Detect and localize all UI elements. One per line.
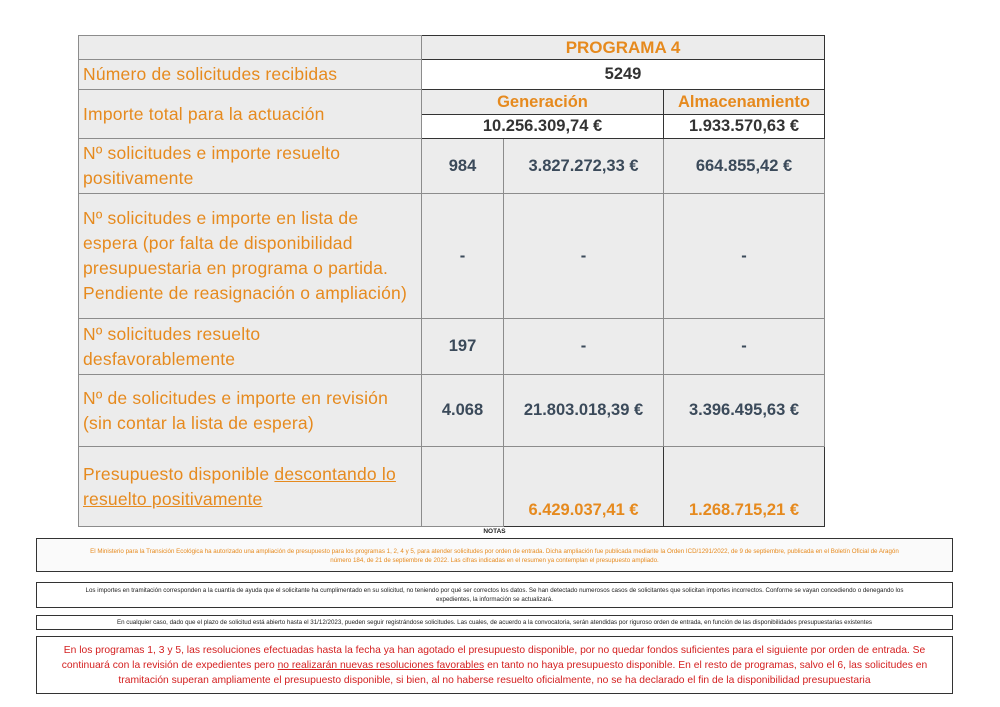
row-generation-resolved-unfavorable: - bbox=[504, 319, 664, 375]
note-amounts-in-processing: Los importes en tramitación corresponden a la cuantía de ayuda que el solicitante ha cumplimentado en su solicitud, no teniendo por qué ser correctos los datos. Se han detectado numerosos casos de solicitantes que solicitan importes incorrectos. Conforme se vayan concediendo o denegando los expedientes, la información se actualizará. bbox=[36, 582, 953, 608]
row-count-resolved-positive: 984 bbox=[422, 139, 504, 194]
row-storage-in-review: 3.396.495,63 € bbox=[664, 375, 825, 447]
program-title: PROGRAMA 4 bbox=[422, 36, 825, 60]
program-summary-table bbox=[78, 35, 825, 527]
received-label: Número de solicitudes recibidas bbox=[79, 60, 422, 90]
budget-label-part1: Presupuesto disponible bbox=[83, 463, 275, 484]
total-storage: 1.933.570,63 € bbox=[664, 115, 825, 139]
notes-heading: NOTAS bbox=[483, 528, 506, 535]
total-generation: 10.256.309,74 € bbox=[422, 115, 664, 139]
row-label-in-review: Nº de solicitudes e importe en revisión (sin contar la lista de espera) bbox=[79, 375, 422, 447]
row-generation-resolved-positive: 3.827.272,33 € bbox=[504, 139, 664, 194]
budget-storage: 1.268.715,21 € bbox=[664, 447, 825, 527]
budget-count-empty bbox=[422, 447, 504, 527]
note-4-part1: En los programas 1, 3 y 5, las resoluciones efectuadas hasta la fecha ya han agotado el presupuesto disponible, por no quedar fondos suficientes para el siguiente por orden de entrada. Se continuará con la revisión de expedientes pero bbox=[61, 645, 926, 671]
note-4-part3: en tanto no haya presupuesto disponible. En el resto de programas, salvo el 6, las solicitudes en tramitación superan ampliamente el presupuesto disponible, si bien, al no haberse resuelto oficialmente, no se ha declarado el fin de la disponibilidad presupuestaria bbox=[118, 660, 928, 686]
note-application-deadline: En cualquier caso, dado que el plazo de solicitud está abierto hasta el 31/12/2023, pueden seguir registrándose solicitudes. Las cuales, de acuerdo a la convocatoria, serán atendidas por riguroso orden de entrada, en función de las disponibilidades presupuestarias existentes bbox=[36, 615, 953, 630]
corner-cell bbox=[79, 36, 422, 60]
row-generation-in-review: 21.803.018,39 € bbox=[504, 375, 664, 447]
note-budget-exhausted bbox=[36, 636, 953, 694]
budget-label bbox=[79, 447, 422, 527]
budget-generation: 6.429.037,41 € bbox=[504, 447, 664, 527]
row-generation-waiting-list: - bbox=[504, 194, 664, 319]
row-storage-waiting-list: - bbox=[664, 194, 825, 319]
row-label-resolved-positive: Nº solicitudes e importe resuelto positivamente bbox=[79, 139, 422, 194]
note-budget-extension: El Ministerio para la Transición Ecológica ha autorizado una ampliación de presupuesto para los programas 1, 2, 4 y 5, para atender solicitudes por orden de entrada. Dicha ampliación fue publicada mediante la Orden ICD/1291/2022, de 9 de septiembre, publicada en el Boletín Oficial de Aragón número 184, de 21 de septiembre de 2022. Las cifras indicadas en el resumen ya contemplan el presupuesto ampliado. bbox=[36, 538, 953, 572]
row-label-waiting-list: Nº solicitudes e importe en lista de espera (por falta de disponibilidad presupuestaria en programa o partida. Pendiente de reasignación o ampliación) bbox=[79, 194, 422, 319]
row-label-resolved-unfavorable: Nº solicitudes resuelto desfavorablemente bbox=[79, 319, 422, 375]
received-value: 5249 bbox=[422, 60, 825, 90]
row-storage-resolved-positive: 664.855,42 € bbox=[664, 139, 825, 194]
total-amount-label: Importe total para la actuación bbox=[79, 90, 422, 139]
col-storage-header: Almacenamiento bbox=[664, 90, 825, 115]
row-count-resolved-unfavorable: 197 bbox=[422, 319, 504, 375]
row-count-waiting-list: - bbox=[422, 194, 504, 319]
budget-label-part2: descontando lo resuelto positivamente bbox=[83, 463, 396, 509]
col-generation-header: Generación bbox=[422, 90, 664, 115]
row-storage-resolved-unfavorable: - bbox=[664, 319, 825, 375]
note-4-part2: no realizarán nuevas resoluciones favorables bbox=[277, 660, 485, 671]
row-count-in-review: 4.068 bbox=[422, 375, 504, 447]
